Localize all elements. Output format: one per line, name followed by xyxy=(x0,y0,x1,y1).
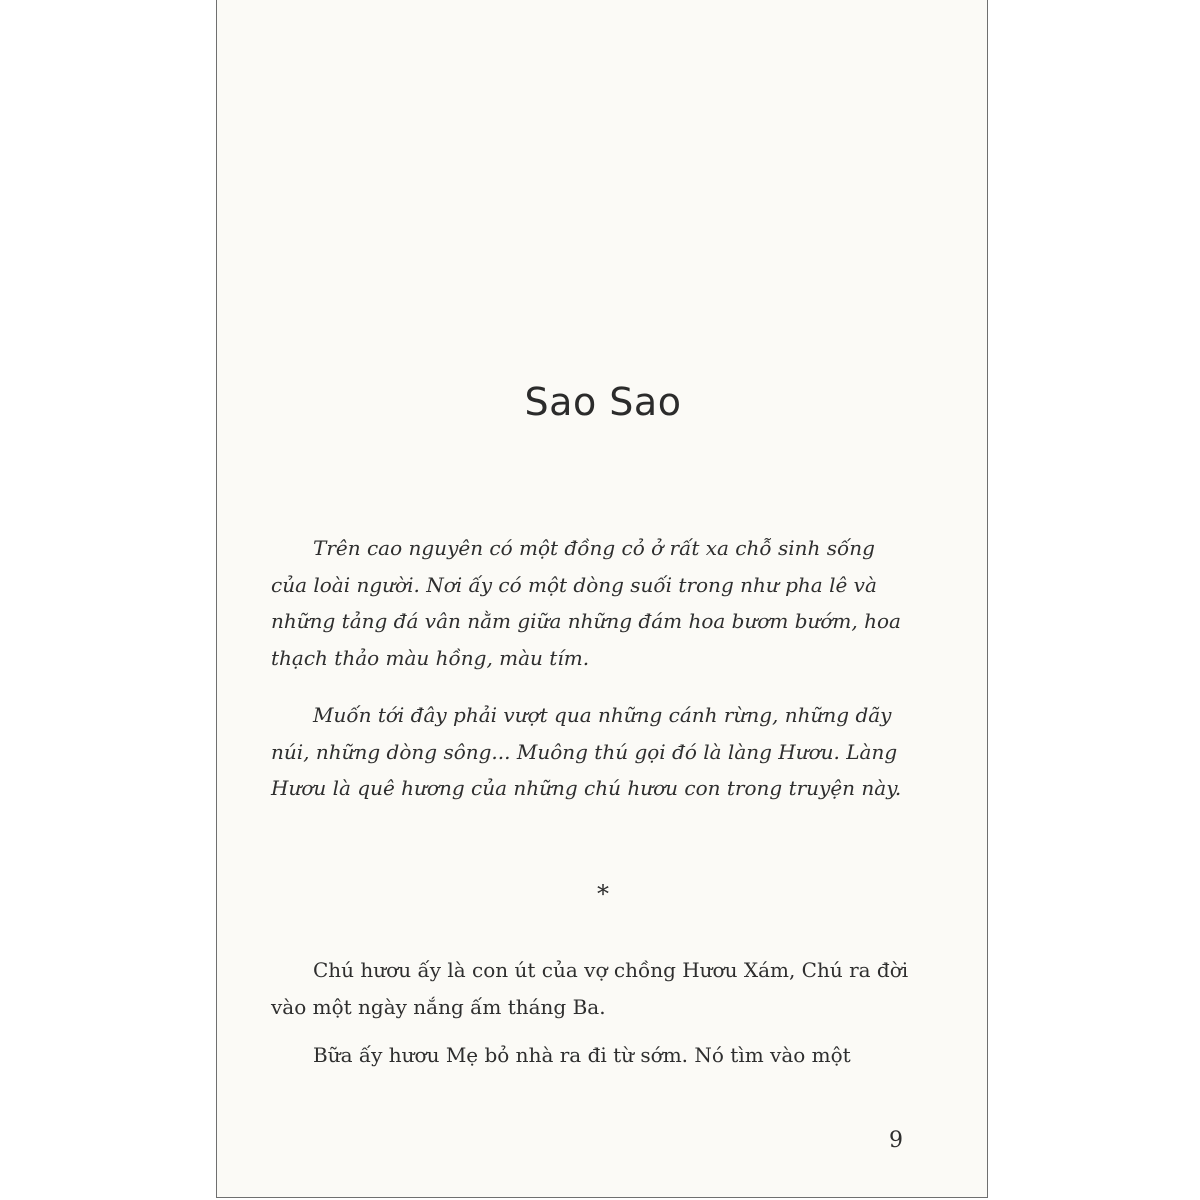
intro-paragraph-2: Muốn tới đây phải vượt qua những cánh rừng, những dãy núi, những dòng sông... Muông thú gọi đó là làng Hươu. Làng Hươu là quê hương của những chú hươu con trong truyện này. xyxy=(271,703,902,800)
body-paragraph-1: Chú hươu ấy là con út của vợ chồng Hươu Xám, Chú ra đời vào một ngày nắng ấm tháng Ba. xyxy=(271,958,909,1019)
section-separator: * xyxy=(597,880,609,908)
intro-paragraph-1: Trên cao nguyên có một đồng cỏ ở rất xa chỗ sinh sống của loài người. Nơi ấy có một dòng suối trong như pha lê và những tảng đá vân nằm giữa những đám hoa bươm bướm, hoa thạch thảo màu hồng, màu tím. xyxy=(271,536,901,670)
page-number: 9 xyxy=(889,1128,903,1153)
body-paragraph-2: Bữa ấy hươu Mẹ bỏ nhà ra đi từ sớm. Nó tìm vào một xyxy=(313,1043,851,1067)
chapter-title: Sao Sao xyxy=(524,380,682,424)
book-page xyxy=(216,0,988,1198)
